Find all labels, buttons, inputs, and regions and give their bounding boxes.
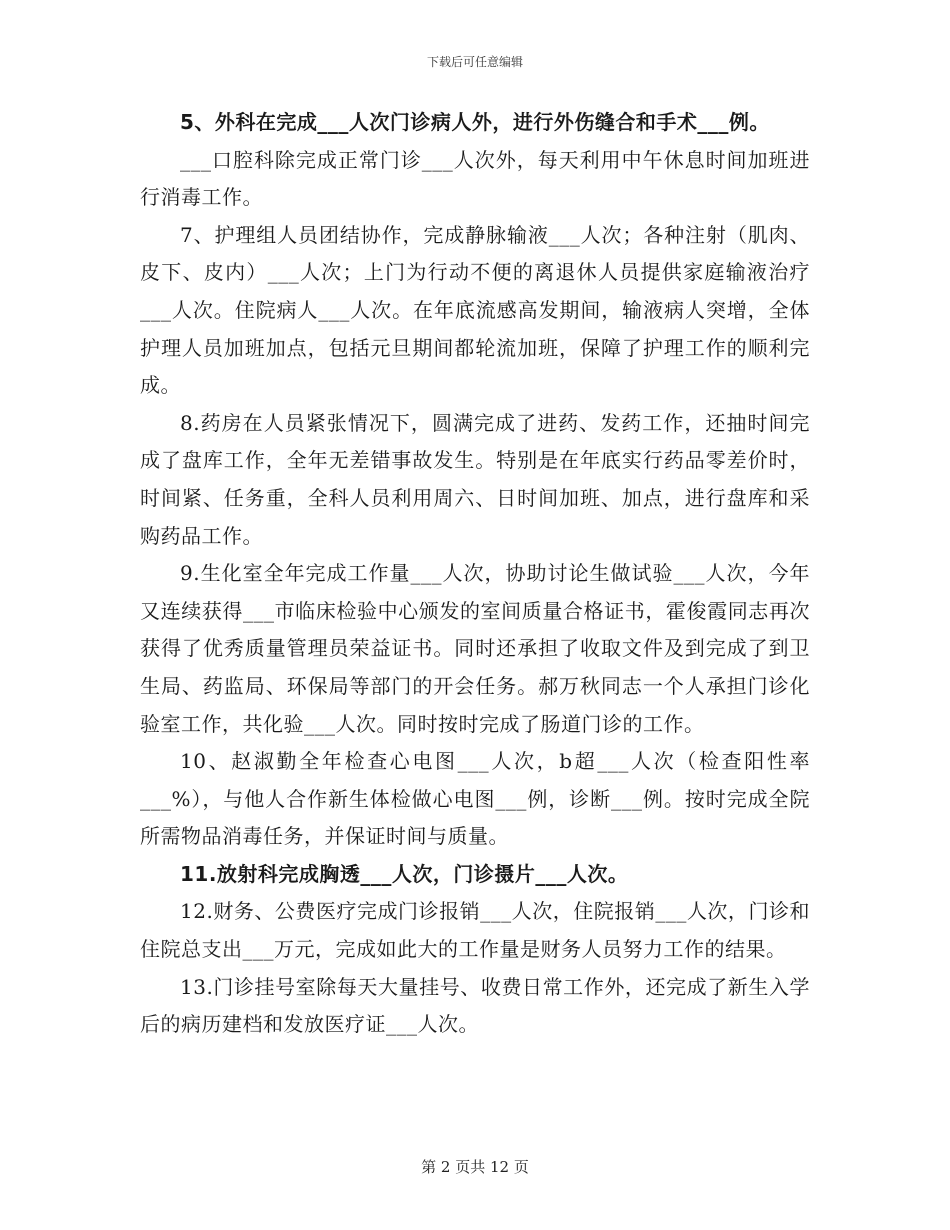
paragraph-registration: 13.门诊挂号室除每天大量挂号、收费日常工作外，还完成了新生入学后的病历建档和发放医疗证___人次。 <box>140 974 810 1037</box>
paragraph-biochem-lab: 9.生化室全年完成工作量___人次，协助讨论生做试验___人次，今年又连续获得___市临床检验中心颁发的室间质量合格证书，霍俊霞同志再次获得了优秀质量管理员荣益证书。同时还承担了收取文件及到完成了到卫生局、药监局、环保局等部门的开会任务。郝万秋同志一个人承担门诊化验室工作，共化验___人次。同时按时完成了肠道门诊的工作。 <box>140 561 810 736</box>
paragraph-finance: 12.财务、公费医疗完成门诊报销___人次，住院报销___人次，门诊和住院总支出___万元，完成如此大的工作量是财务人员努力工作的结果。 <box>140 899 810 962</box>
paragraph-surgery: 5、外科在完成___人次门诊病人外，进行外伤缝合和手术___例。 <box>180 110 770 134</box>
paragraph-pharmacy: 8.药房在人员紧张情况下，圆满完成了进药、发药工作，还抽时间完成了盘库工作，全年无差错事故发生。特别是在年底实行药品零差价时，时间紧、任务重，全科人员利用周六、日时间加班、加点，进行盘库和采购药品工作。 <box>140 410 810 548</box>
header-note: 下载后可任意编辑 <box>426 55 523 69</box>
paragraph-ecg: 10、赵淑勤全年检查心电图___人次，b超___人次（检查阳性率___%），与他人合作新生体检做心电图___例，诊断___例。按时完成全院所需物品消毒任务，并保证时间与质量。 <box>140 749 810 849</box>
paragraph-dental: ___口腔科除完成正常门诊___人次外，每天利用中午休息时间加班进行消毒工作。 <box>140 147 810 210</box>
page-footer: 第 2 页共 12 页 <box>421 1158 529 1176</box>
document-body <box>140 104 810 1044</box>
paragraph-radiology: 11.放射科完成胸透___人次，门诊摄片___人次。 <box>180 861 629 886</box>
paragraph-nursing: 7、护理组人员团结协作，完成静脉输液___人次；各种注射（肌肉、皮下、皮内）___人次；上门为行动不便的离退休人员提供家庭输液治疗___人次。住院病人___人次。在年底流感高发期间，输液病人突增，全体护理人员加班加点，包括元旦期间都轮流加班，保障了护理工作的顺利完成。 <box>140 222 810 398</box>
